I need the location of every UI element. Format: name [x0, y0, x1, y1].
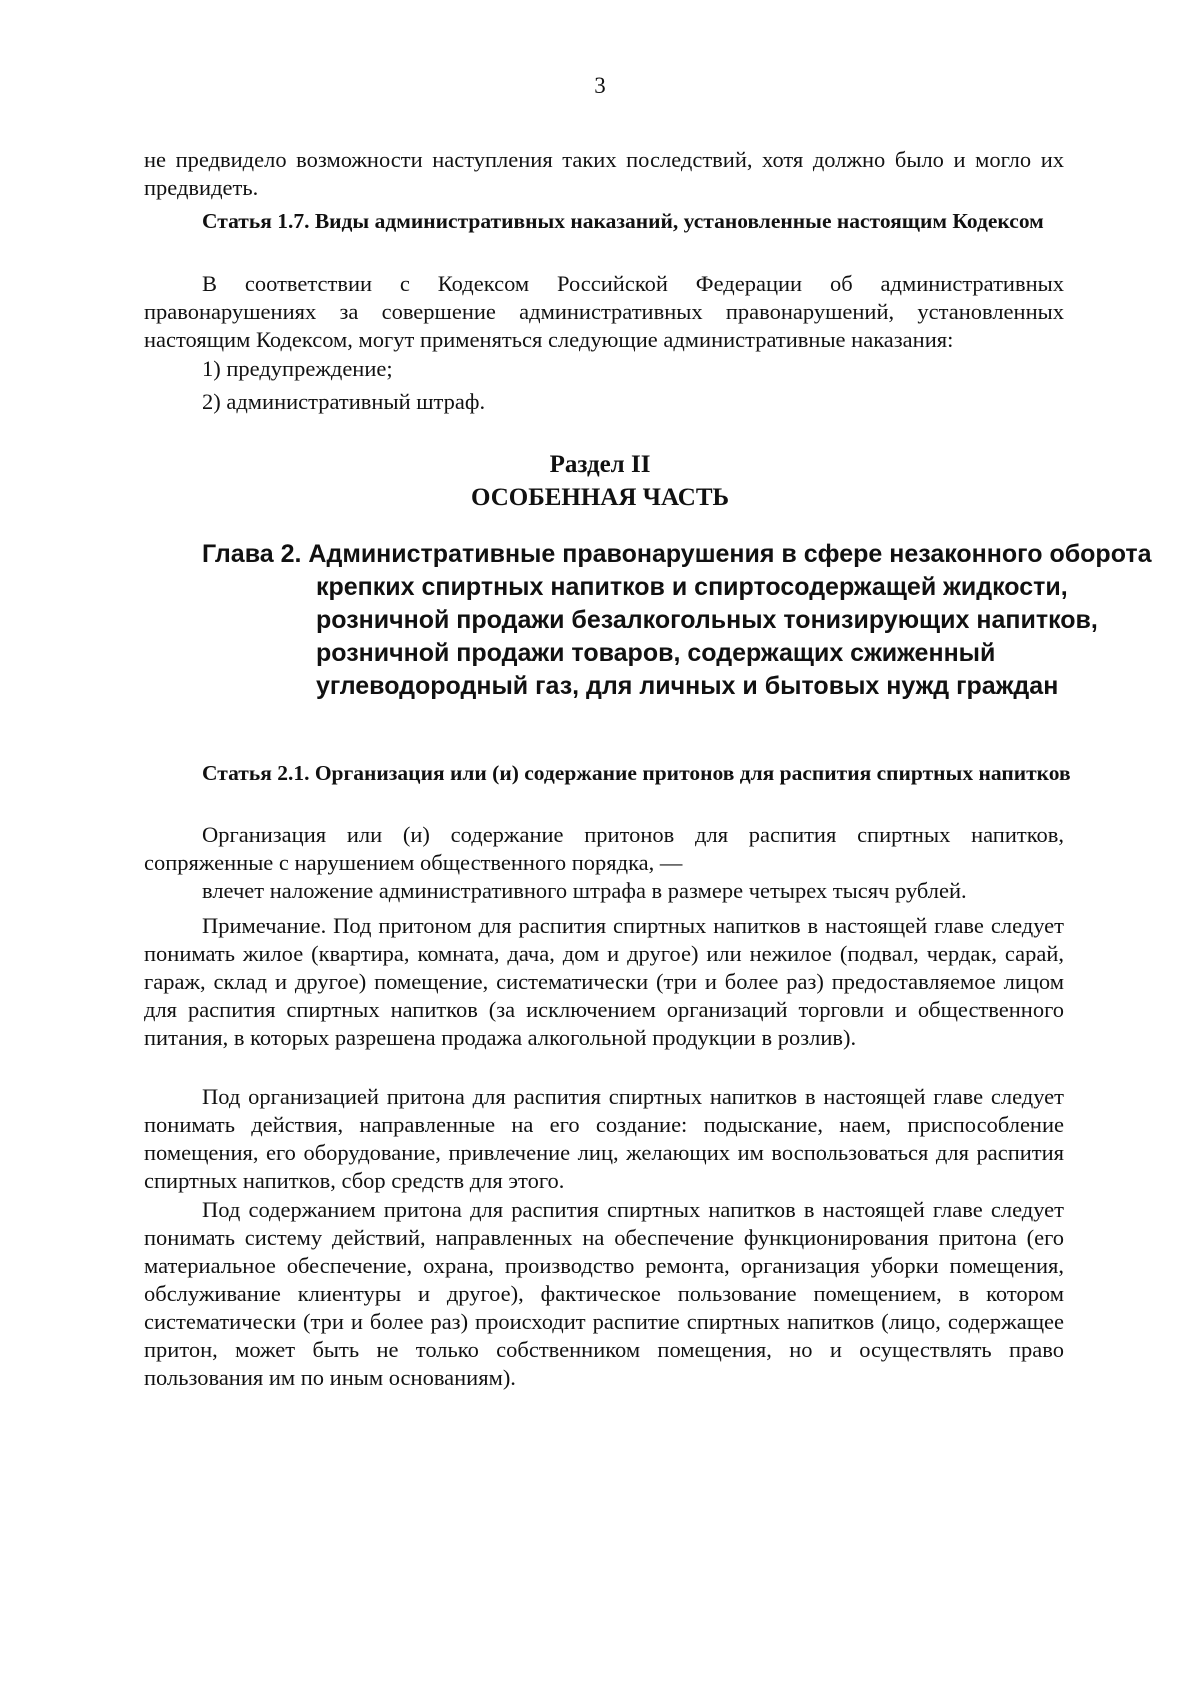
- chapter-2-heading: Глава 2. Административные правонарушения в сфере незаконного оборота крепких спиртных напитков и спиртосодержащей жидкости, розничной продажи безалкогольных тонизирующих напитков, розничной продажи товаров, содержащих сжиженный углеводородный газ, для личных и бытовых нужд граждан: [202, 540, 1152, 700]
- section-subtitle: ОСОБЕННАЯ ЧАСТЬ: [470, 484, 730, 511]
- section-title: Раздел II: [549, 451, 651, 478]
- article-2-1-maintenance: Под содержанием притона для распития спиртных напитков в настоящей главе следует понимать систему действий, направленных на обеспечение функционирования притона (его материальное обеспечение, охрана, производство ремонта, организация уборки помещения, обслуживание клиентуры и другое), фактическое пользование помещением, в котором систематически (три и более раз) происходит распитие спиртных напитков (лицо, содержащее притон, может быть не только собственником помещения, но и осуществлять право пользования им по иным основаниям).: [144, 1197, 1064, 1390]
- article-2-1-note: Примечание. Под притоном для распития спиртных напитков в настоящей главе следует понимать жилое (квартира, комната, дача, дом и другое) или нежилое (подвал, чердак, сарай, гараж, склад и другое) помещение, систематически (три и более раз) предоставляемое лицом для распития спиртных напитков (за исключением организаций торговли и общественного питания, в которых разрешена продажа алкогольной продукции в розлив).: [144, 913, 1064, 1050]
- article-1-7-text: В соответствии с Кодексом Российской Федерации об административных правонарушениях за совершение административных правонарушений, установленных настоящим Кодексом, могут применяться следующие административные наказания:: [144, 271, 1064, 352]
- continuation-paragraph: не предвидело возможности наступления таких последствий, хотя должно было и могло их предвидеть.: [144, 147, 1064, 200]
- article-2-1-heading: Статья 2.1. Организация или (и) содержание притонов для распития спиртных напитков: [202, 761, 1071, 785]
- list-item-fine: 2) административный штраф.: [202, 389, 486, 414]
- article-2-1-paragraph-1: Организация или (и) содержание притонов для распития спиртных напитков, сопряженные с нарушением общественного порядка, —: [144, 822, 1064, 875]
- article-1-7-heading: Статья 1.7. Виды административных наказаний, установленные настоящим Кодексом: [202, 209, 1044, 233]
- page-number: 3: [594, 73, 606, 98]
- article-2-1-organization: Под организацией притона для распития спиртных напитков в настоящей главе следует понимать действия, направленные на его создание: подыскание, наем, приспособление помещения, его оборудование, привлечение лиц, желающих им воспользоваться для распития спиртных напитков, сбор средств для этого.: [144, 1084, 1064, 1193]
- article-2-1-penalty: влечет наложение административного штрафа в размере четырех тысяч рублей.: [202, 878, 967, 903]
- list-item-warning: 1) предупреждение;: [202, 356, 393, 381]
